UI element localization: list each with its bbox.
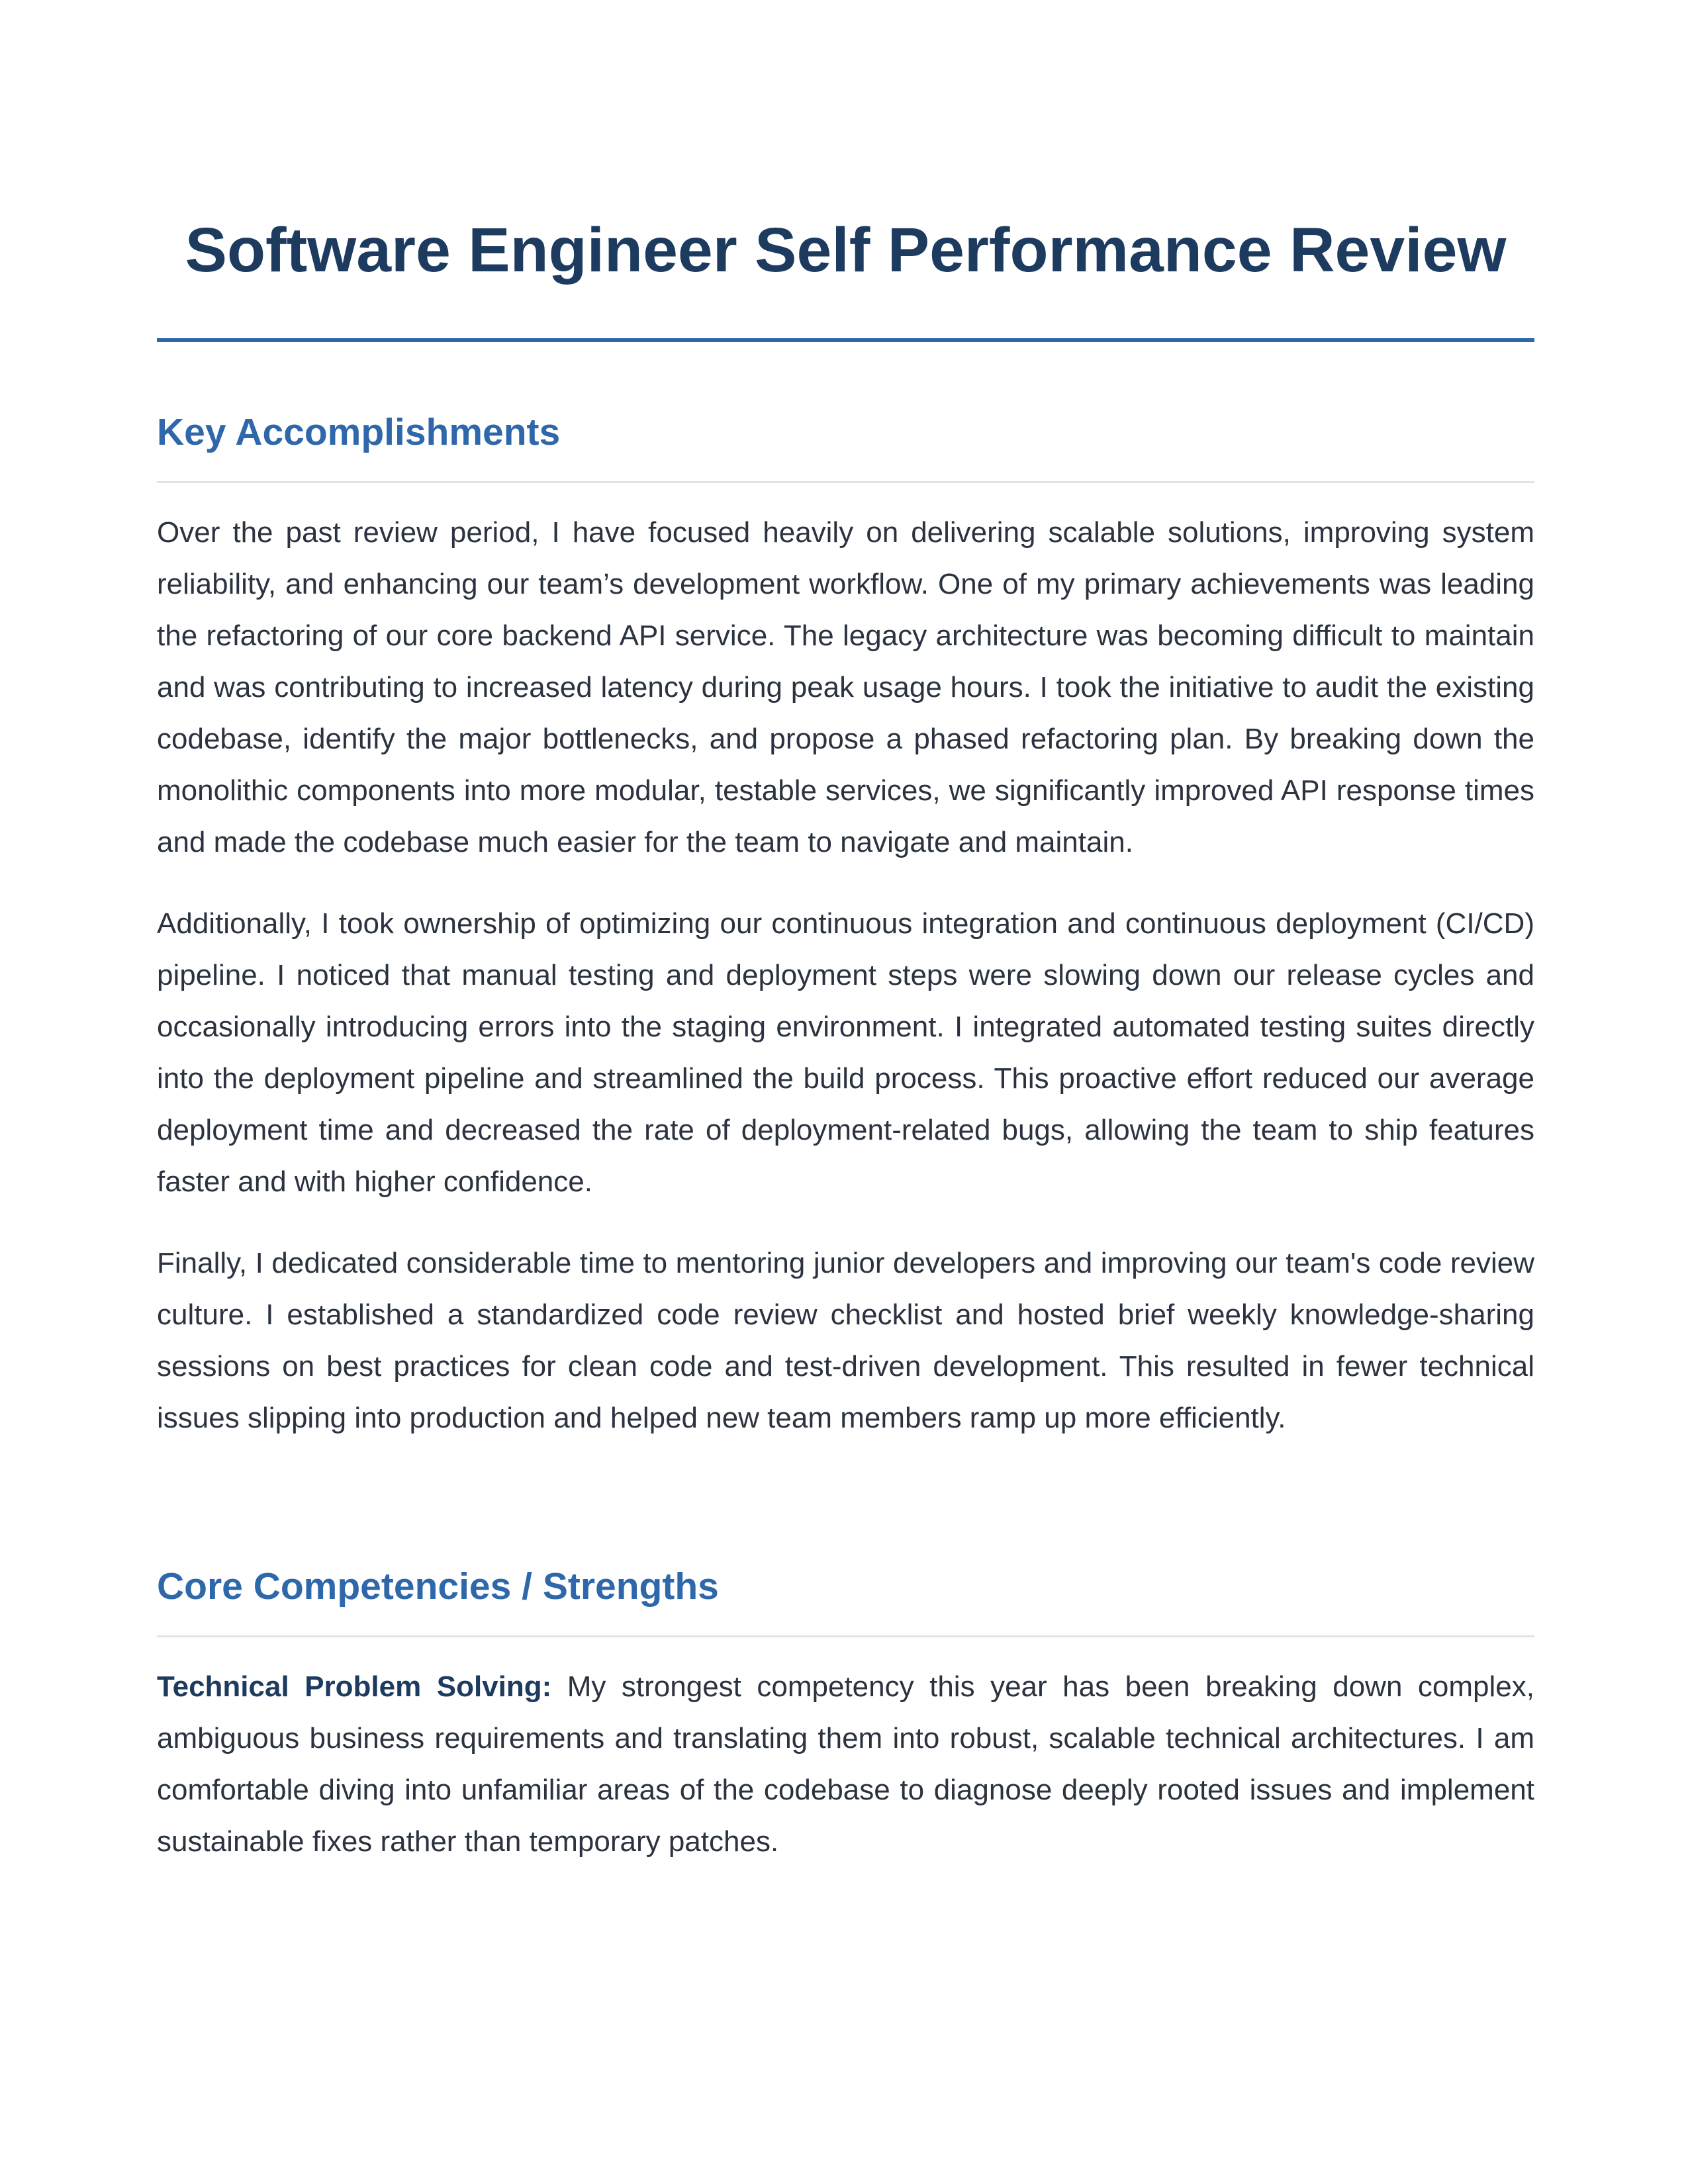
section-key-accomplishments bbox=[157, 409, 1534, 1444]
section-heading: Core Competencies / Strengths bbox=[157, 1565, 719, 1608]
section-divider bbox=[157, 1635, 1534, 1637]
paragraph: Over the past review period, I have focused heavily on delivering scalable solutions, improving system reliability, and enhancing our team’s development workflow. One of my primary achievements was leading the refactoring of our core backend API service. The legacy architecture was becoming difficult to maintain and was contributing to increased latency during peak usage hours. I took the initiative to audit the existing codebase, identify the major bottlenecks, and propose a phased refactoring plan. By breaking down the monolithic components into more modular, testable services, we significantly improved API response times and made the codebase much easier for the team to navigate and maintain. bbox=[157, 516, 1534, 858]
section-heading: Key Accomplishments bbox=[157, 411, 561, 453]
section-divider bbox=[157, 481, 1534, 483]
competency-item bbox=[157, 1661, 1534, 1868]
competency-label: Technical Problem Solving: bbox=[157, 1670, 552, 1703]
section-core-competencies bbox=[157, 1563, 1534, 1868]
page-title: Software Engineer Self Performance Review bbox=[185, 215, 1507, 285]
paragraph: Additionally, I took ownership of optimizing our continuous integration and continuous deployment (CI/CD) pipeline. I noticed that manual testing and deployment steps were slowing down our release cycles and occasionally introducing errors into the staging environment. I integrated automated testing suites directly into the deployment pipeline and streamlined the build process. This proactive effort reduced our average deployment time and decreased the rate of deployment-related bugs, allowing the team to ship features faster and with higher confidence. bbox=[157, 907, 1534, 1198]
title-divider bbox=[157, 338, 1534, 342]
paragraph: Finally, I dedicated considerable time to mentoring junior developers and improving our team's code review culture. I established a standardized code review checklist and hosted brief weekly knowledge-sharing sessions on best practices for clean code and test-driven development. This resulted in fewer technical issues slipping into production and helped new team members ramp up more efficiently. bbox=[157, 1247, 1534, 1434]
competency-text: My strongest competency this year has been breaking down complex, ambiguous business requirements and translating them into robust, scalable technical architectures. I am comfortable diving into unfamiliar areas of the codebase to diagnose deeply rooted issues and implement sustainable fixes rather than temporary patches. bbox=[157, 1670, 1534, 1858]
